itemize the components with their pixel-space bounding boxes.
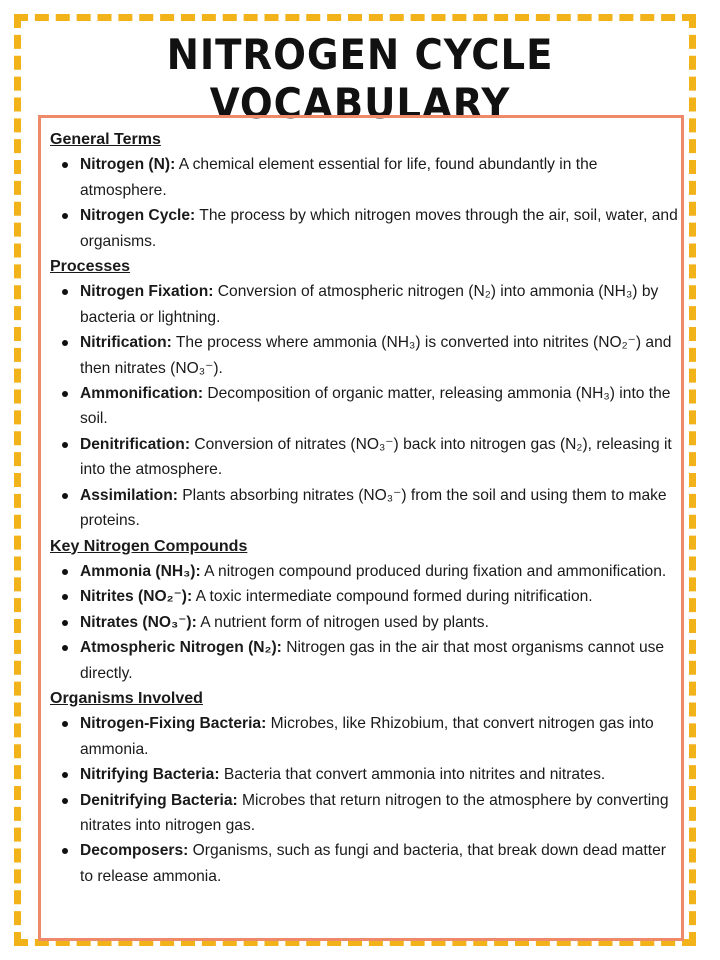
definition: A nitrogen compound produced during fixation and ammonification. xyxy=(200,562,667,580)
definition: Microbes that return nitrogen to the atmosphere by converting nitrates into nitrogen gas. xyxy=(80,791,669,834)
term: Decomposers: xyxy=(80,842,189,860)
section-heading-organisms: Organisms Involved xyxy=(50,689,203,707)
term: Nitrates (NO₃⁻): xyxy=(80,613,197,631)
definition: The process by which nitrogen moves through the air, soil, water, and organisms. xyxy=(80,207,678,250)
general-terms-list xyxy=(50,152,678,254)
list-item xyxy=(80,762,678,787)
term: Denitrification: xyxy=(80,435,191,453)
definition: Microbes, like Rhizobium, that convert nitrogen gas into ammonia. xyxy=(80,715,654,758)
definition: Plants absorbing nitrates (NO₃⁻) from the soil and using them to make proteins. xyxy=(80,486,667,530)
term: Atmospheric Nitrogen (N₂): xyxy=(80,639,282,657)
list-item xyxy=(80,279,678,330)
list-item xyxy=(80,838,678,889)
organisms-list xyxy=(50,711,678,889)
definition: Bacteria that convert ammonia into nitrites and nitrates. xyxy=(219,766,606,784)
definition: Organisms, such as fungi and bacteria, that break down dead matter to release ammonia. xyxy=(80,842,666,885)
definition: Nitrogen gas in the air that most organisms cannot use directly. xyxy=(80,639,665,682)
list-item xyxy=(80,788,678,839)
term: Ammonia (NH₃): xyxy=(80,562,201,580)
definition: A toxic intermediate compound formed during nitrification. xyxy=(192,588,593,606)
term: Nitrites (NO₂⁻): xyxy=(80,588,193,606)
term: Denitrifying Bacteria: xyxy=(80,791,238,809)
definition: A chemical element essential for life, found abundantly in the atmosphere. xyxy=(80,156,598,199)
term: Nitrogen-Fixing Bacteria: xyxy=(80,715,267,733)
list-item xyxy=(80,711,678,762)
list-item xyxy=(80,330,678,381)
definition: Conversion of nitrates (NO₃⁻) back into nitrogen gas (N₂), releasing it into the atmosphere. xyxy=(80,435,672,479)
list-item xyxy=(80,203,678,254)
term: Nitrogen Fixation: xyxy=(80,283,214,301)
list-item xyxy=(80,152,678,203)
list-item xyxy=(80,483,678,534)
list-item xyxy=(80,381,678,432)
section-heading-general-terms: General Terms xyxy=(50,131,161,148)
section-heading-key-compounds: Key Nitrogen Compounds xyxy=(50,537,248,555)
vocabulary-content xyxy=(50,127,678,889)
term: Nitrogen Cycle: xyxy=(80,207,196,225)
definition: A nutrient form of nitrogen used by plants. xyxy=(196,613,489,631)
term: Nitrogen (N): xyxy=(80,156,176,174)
section-heading-processes: Processes xyxy=(50,258,131,276)
page-title: NITROGEN CYCLE VOCABULARY xyxy=(166,30,554,128)
definition: Decomposition of organic matter, releasing ammonia (NH₃) into the soil. xyxy=(80,385,671,428)
term: Nitrifying Bacteria: xyxy=(80,766,220,784)
compounds-list xyxy=(50,559,678,686)
definition: Conversion of atmospheric nitrogen (N₂) into ammonia (NH₃) by bacteria or lightning. xyxy=(80,283,659,326)
list-item xyxy=(80,610,678,635)
definition: The process where ammonia (NH₃) is converted into nitrites (NO₂⁻) and then nitrates (NO₃⁻). xyxy=(80,334,672,377)
list-item xyxy=(80,635,678,686)
processes-list xyxy=(50,279,678,533)
term: Ammonification: xyxy=(80,385,204,403)
list-item xyxy=(80,559,678,584)
list-item xyxy=(80,584,678,609)
list-item xyxy=(80,432,678,483)
term: Assimilation: xyxy=(80,486,178,504)
term: Nitrification: xyxy=(80,334,172,352)
